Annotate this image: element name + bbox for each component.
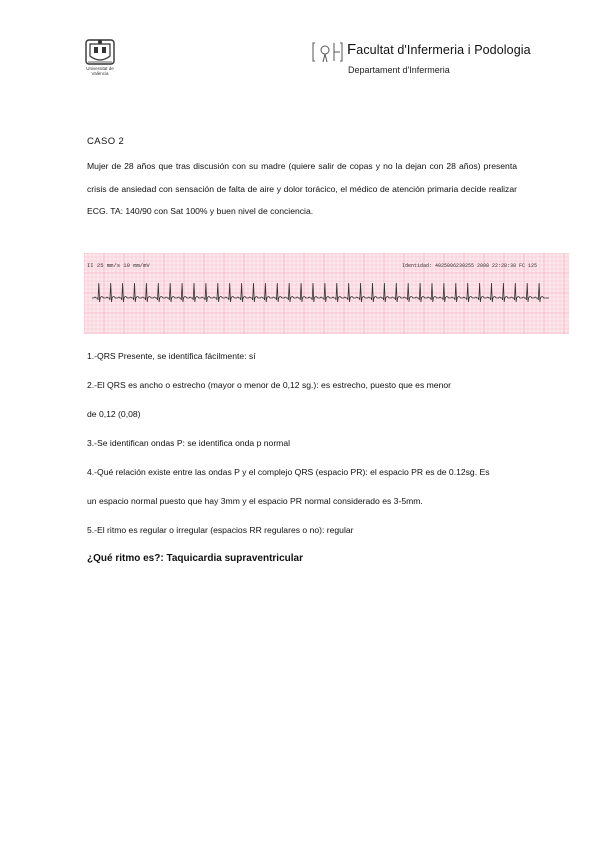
university-seal-text: Universitat de València (86, 66, 114, 76)
ecg-label-left: II 25 mm/s 10 mm/mV (87, 262, 150, 269)
ecg-label-right: Identidad: 4025006230255 2008 22:28:38 FC 125 (402, 263, 538, 269)
case-title: CASO 2 (87, 136, 125, 147)
question-2-line-2: de 0,12 (0,08) (87, 409, 141, 419)
question-4-line-1: 4.-Qué relación existe entre las ondas P y el complejo QRS (espacio PR): el espacio PR es de 0.12sg. Es (87, 467, 490, 477)
case-description: Mujer de 28 años que tras discusión con su madre (quiere salir de copas y no la dejan con 28 años) presenta crisis de ansiedad con sensación de falta de aire y dolor torácico, el médico de atención primaria decide realizar ECG. TA: 140/90 con Sat 100% y buen nivel de conciencia. (87, 161, 517, 217)
faculty-name-initial: F (347, 41, 357, 58)
faculty-name (347, 41, 531, 58)
question-4-line-2: un espacio normal puesto que hay 3mm y el espacio PR normal considerado es 3-5mm. (87, 496, 423, 506)
faculty-name-rest: acultat d'Infermeria i Podologia (356, 43, 531, 57)
question-1: 1.-QRS Presente, se identifica fácilmente: sí (87, 351, 256, 361)
faculty-logo-icon (312, 40, 344, 64)
question-3: 3.-Se identifican ondas P: se identifica onda p normal (87, 438, 291, 448)
question-2-line-1: 2.-El QRS es ancho o estrecho (mayor o menor de 0,12 sg.): es estrecho, puesto que es menor (87, 380, 451, 390)
department-name: Departament d'Infermeria (348, 65, 450, 75)
rhythm-conclusion: ¿Qué ritmo es?: Taquicardia supraventricular (87, 553, 303, 564)
ecg-strip-image (84, 253, 569, 334)
question-5: 5.-El ritmo es regular o irregular (espacios RR regulares o no): regular (87, 525, 354, 535)
